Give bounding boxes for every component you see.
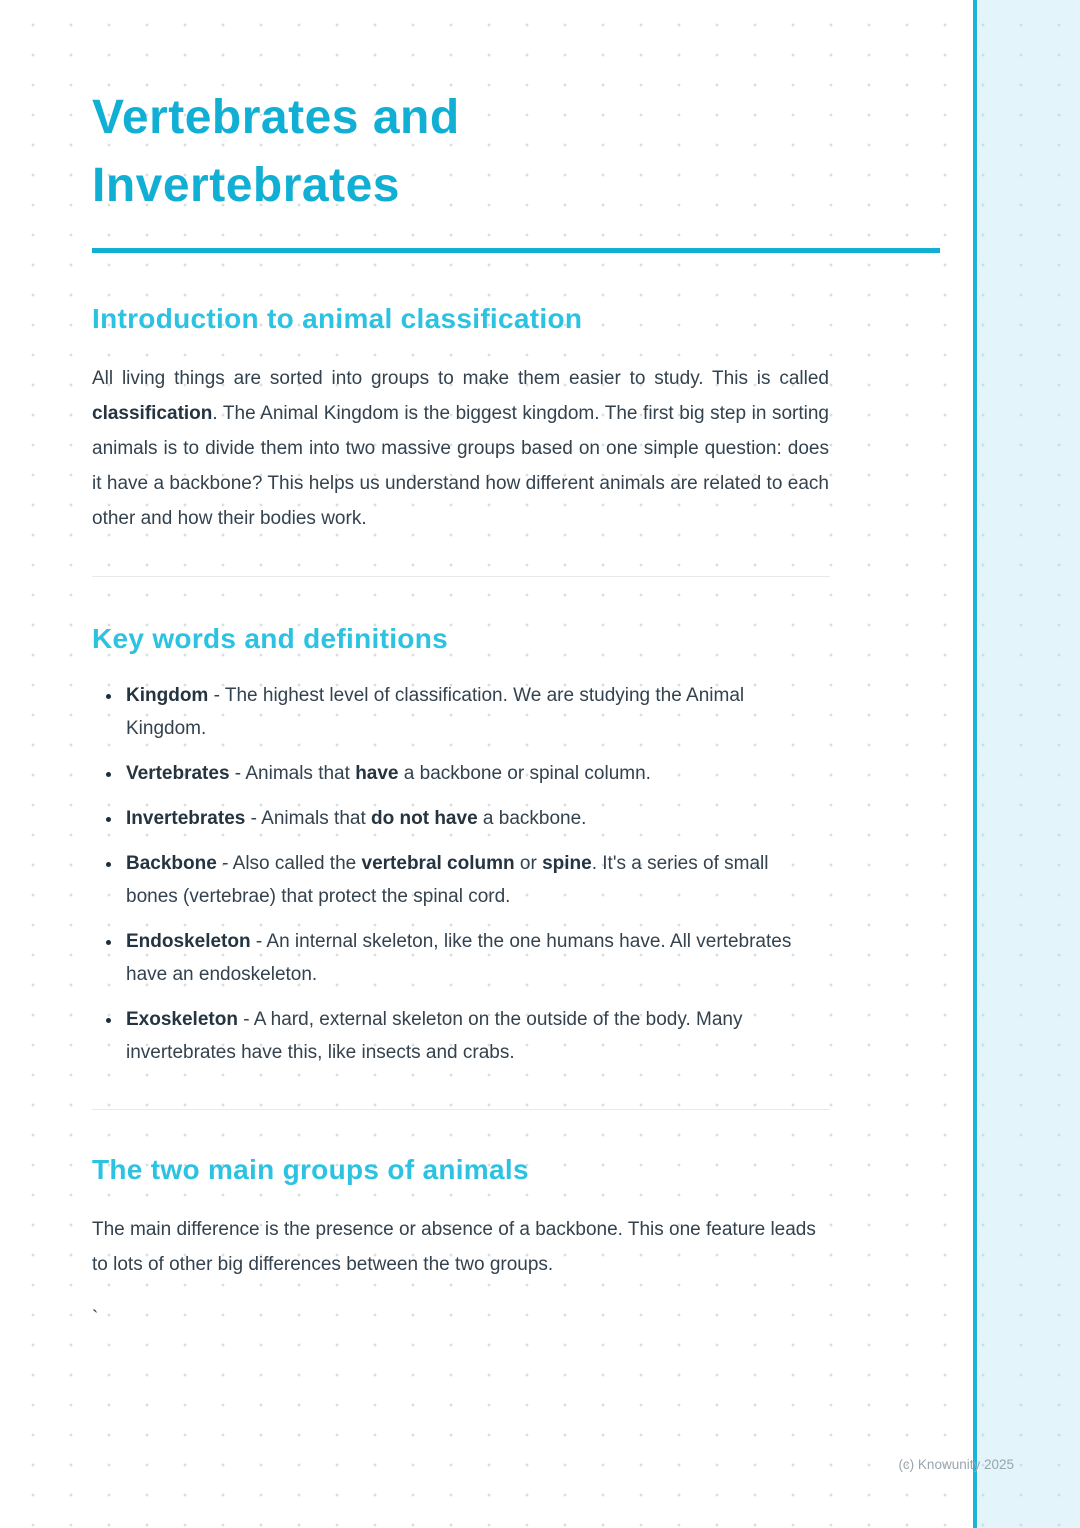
title-divider <box>92 248 940 253</box>
section-heading-groups: The two main groups of animals <box>92 1154 529 1186</box>
section-divider <box>92 576 830 577</box>
page-content <box>92 0 940 1330</box>
stray-character: ` <box>92 1308 99 1330</box>
page-margin-band <box>978 0 1080 1528</box>
margin-line <box>973 0 977 1528</box>
definition-item-backbone: • Backbone - Also called the vertebral column or spine. It's a series of small bones (vertebrae) that protect the spinal cord. <box>123 847 804 913</box>
page-title-line2: Invertebrates <box>92 159 400 213</box>
page-title-line1: Vertebrates and <box>92 91 460 144</box>
definition-item-exoskeleton: • Exoskeleton - A hard, external skeleton on the outside of the body. Many invertebrates have this, like insects and crabs. <box>123 1003 804 1069</box>
definitions-list <box>92 679 804 1069</box>
section-heading-keywords: Key words and definitions <box>92 623 448 655</box>
copyright-footer: (c) Knowunity 2025 <box>898 1457 1014 1472</box>
groups-paragraph: The main difference is the presence or absence of a backbone. This one feature leads to lots of other big differences between the two groups. <box>92 1219 816 1276</box>
definition-item-vertebrates: • Vertebrates - Animals that have a backbone or spinal column. <box>123 757 804 790</box>
page-title <box>92 84 940 220</box>
definition-item-endoskeleton: • Endoskeleton - An internal skeleton, like the one humans have. All vertebrates have an endoskeleton. <box>123 925 804 991</box>
definition-item-kingdom: • Kingdom - The highest level of classification. We are studying the Animal Kingdom. <box>123 679 804 745</box>
definition-item-invertebrates: • Invertebrates - Animals that do not have a backbone. <box>123 802 804 835</box>
introduction-paragraph: All living things are sorted into groups to make them easier to study. This is called classification. The Animal Kingdom is the biggest kingdom. The first big step in sorting animals is to divide them into two massive groups based on one simple question: does it have a backbone? This helps us understand how different animals are related to each other and how their bodies work. <box>92 368 829 530</box>
section-divider <box>92 1109 830 1110</box>
section-heading-introduction: Introduction to animal classification <box>92 303 583 335</box>
